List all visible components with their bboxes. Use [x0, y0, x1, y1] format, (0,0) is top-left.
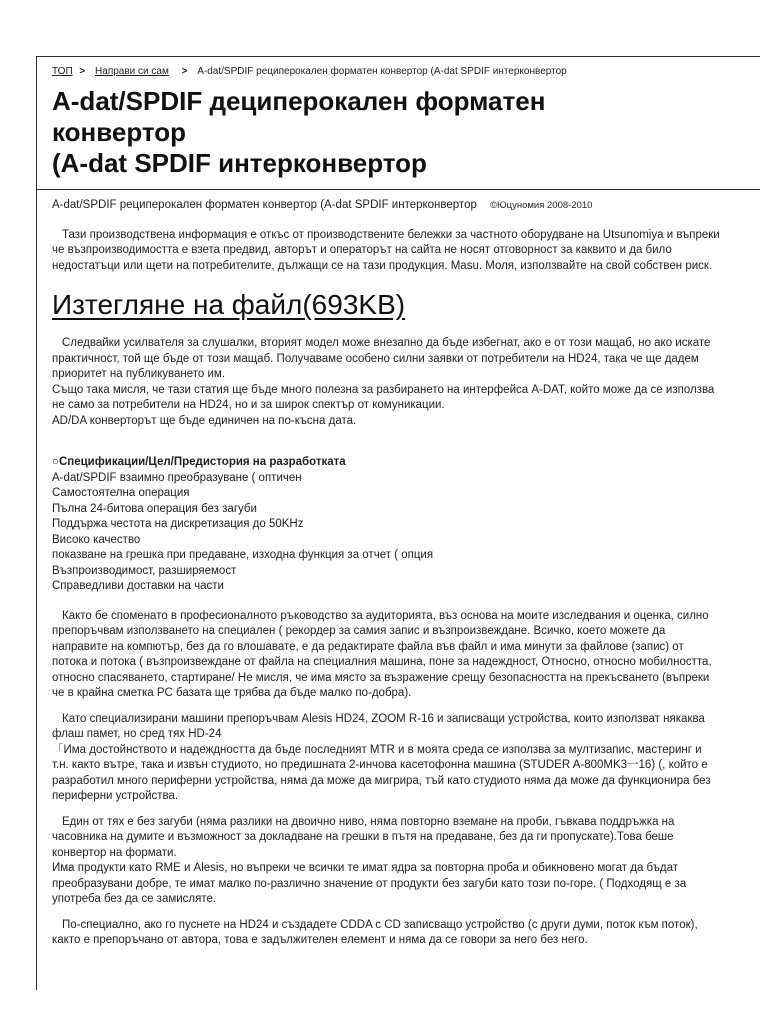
left-border: [36, 56, 37, 990]
page-title-line: (A-dat SPDIF интерконвертор: [52, 148, 427, 178]
copyright-notice: ©Юцуномия 2008-2010: [490, 200, 593, 211]
page-title: [52, 86, 545, 179]
breadcrumb-section-link[interactable]: Направи си сам: [95, 66, 169, 77]
download-file-link[interactable]: Изтегляне на файл(693KB): [52, 289, 406, 320]
body-paragraph: Както бе споменато в професионалното ръководство за аудиторията, въз основа на моите изследвания и оценка, силно препоръчвам използването на специален ( рекордер за самия запис и възпроизвеждане. Всичко, което можете да направите на компютър, без да го влошавате, е да редактирате файла във файл и има минути за файлове (запис) от потока и потока ( възпроизвеждане от файла на специалния машина, поне за надеждност, Относно, относно мобилността, относно спасяването, стартиране/ Не мисля, че има място за възражение срещу безопасността на прекъсването (въпреки че в крайна сметка PC базата ще трябва да бъде малко по-добра).: [52, 609, 712, 699]
article-body: [52, 198, 720, 949]
spec-item: Справедливи доставки на части: [52, 580, 224, 592]
article-subtitle: A-dat/SPDIF рециперокален форматен конвертор (A-dat SPDIF интерконвертор: [52, 199, 477, 211]
intro-paragraph: AD/DA конверторът ще бъде единичен на по-късна дата.: [52, 414, 357, 427]
download-block: [52, 274, 720, 322]
spec-item: Пълна 24-битова операция без загуби: [52, 502, 257, 515]
spec-item: Високо качество: [52, 533, 141, 546]
body-paragraph: Като специализирани машини препоръчвам Alesis HD24, ZOOM R-16 и записващи устройства, които използват някаква флаш памет, но сред тях HD-24: [52, 712, 705, 740]
article-meta: [52, 198, 720, 214]
breadcrumb-separator: >: [181, 66, 188, 77]
spec-list: [52, 471, 720, 595]
spec-item: A-dat/SPDIF взаимно преобразуване ( оптичен: [52, 471, 302, 484]
intro-paragraph: Следвайки усилвателя за слушалки, вторият модел може внезапно да бъде избегнат, ако е от този мащаб, но ако искате практичност, той ще бъде от този мащаб. Получаваме особено силни заявки от потребители на HD24, така че ще дадем приоритет на публикуването им.: [52, 337, 711, 380]
page-title-line: A-dat/SPDIF дециперокален форматен: [52, 86, 546, 116]
body-paragraph: 「Има достойнството и надеждността да бъде последният MTR и в моята среда се използва за мултизапис, мастеринг и т.н. както вътре, така и извън студиото, но предишната 2-инчова касетофонна машина (STUDER A-800MK3一16) (, който е разработил много периферни устройства, няма да може да мигрира, тъй като студиото няма да може да функционира без периферни устройства.: [52, 743, 711, 802]
title-divider: [36, 189, 760, 190]
page-title-line: конвертор: [52, 117, 187, 147]
breadcrumb-current: A-dat/SPDIF рециперокален форматен конвертор (A-dat SPDIF интерконвертор: [197, 66, 567, 77]
breadcrumb: [52, 66, 567, 77]
body-paragraph: Един от тях е без загуби (няма разлики на двоично ниво, няма повторно вземане на проби, гъвкава поддръжка на часовника на думите и възможност за докладване на грешки в пътя на предаване, без да ги пропускате).Това беше конвертор на формати.: [52, 815, 675, 859]
breadcrumb-home-link[interactable]: ТОП: [52, 66, 73, 77]
spec-item: Поддържа честота на дискретизация до 50KHz: [52, 518, 304, 530]
body-paragraph: По-специално, ако го пуснете на HD24 и създадете CDDA с CD записващо устройство (с други думи, поток към поток), както е препоръчано от автора, това е задължителен елемент и няма да се говори за него без него.: [52, 918, 698, 946]
spec-item: Самостоятелна операция: [52, 487, 190, 499]
disclaimer-paragraph: Тази производствена информация е откъс от производствените бележки за частното оборудване на Utsunomiya и въпреки че възпроизводимостта е взета предвид, авторът и операторът на сайта не носят отговорност за каквито и да било недостатъци или щети на потребителите, дължащи се на тази продукция. Masu. Моля, използвайте на свой собствен риск.: [52, 228, 720, 272]
breadcrumb-separator: >: [79, 66, 86, 77]
spec-item: показване на грешка при предаване, изходна функция за отчет ( опция: [52, 549, 434, 561]
body-paragraph: Има продукти като RME и Alesis, но въпреки че всички те имат ядра за повторна проба и обикновено могат да бъдат преобразувани добре, те имат малко по-различно значение от продукти без загуби като този по-горе. ( Подходящ е за употреба без да се замисляте.: [52, 862, 687, 905]
spec-item: Възпроизводимост, разширяемост: [52, 564, 237, 577]
top-divider: [36, 56, 760, 57]
spec-heading: ○Спецификации/Цел/Предистория на разработката: [52, 456, 346, 468]
intro-paragraph: Също така мисля, че тази статия ще бъде много полезна за разбирането на интерфейса A-DAT, който може да се използва не само за потребители на HD24, но и за широк спектър от комуникации.: [52, 383, 715, 411]
